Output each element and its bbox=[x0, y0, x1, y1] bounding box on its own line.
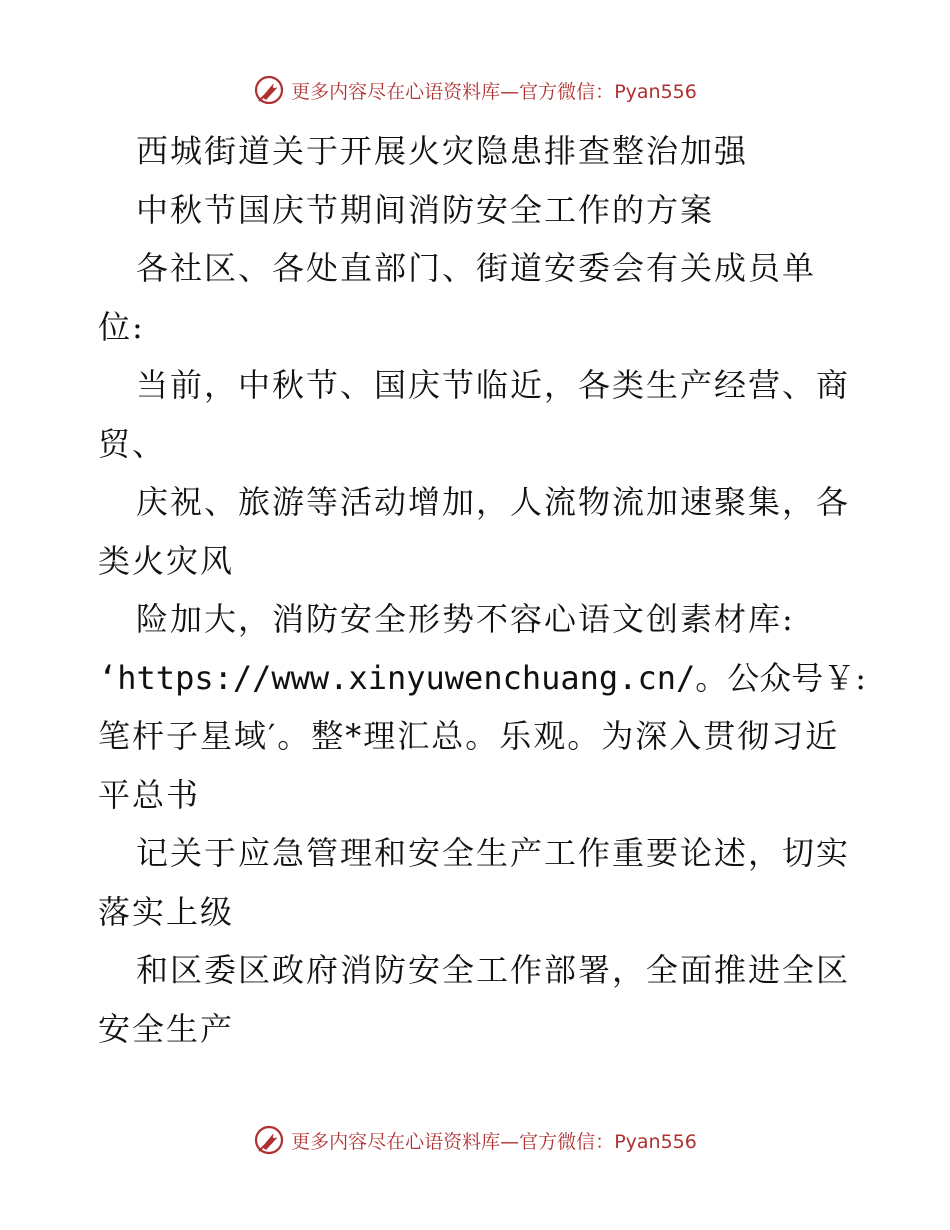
banner-official-label: 官方微信： bbox=[519, 1130, 615, 1153]
url-suffix: 。公众号￥: bbox=[695, 658, 867, 697]
banner-slogan: 更多内容尽在心语资料库 bbox=[291, 80, 501, 103]
paragraph-line: 和区委区政府消防安全工作部署，全面推进全区 bbox=[136, 951, 851, 989]
banner-slogan: 更多内容尽在心语资料库 bbox=[291, 1130, 501, 1153]
url-line bbox=[98, 649, 867, 708]
pen-nib-logo-icon bbox=[253, 74, 285, 106]
title-line-2: 中秋节国庆节期间消防安全工作的方案 bbox=[136, 190, 715, 229]
paragraph-line: 落实上级 bbox=[98, 892, 235, 931]
salutation-line-cont: 位: bbox=[98, 307, 145, 346]
footer-banner bbox=[0, 1120, 950, 1160]
banner-official-label: 官方微信： bbox=[519, 80, 615, 103]
salutation-line: 各社区、各处直部门、街道安委会有关成员单 bbox=[136, 249, 817, 287]
banner-dash: — bbox=[500, 80, 520, 103]
paragraph-line: 平总书 bbox=[98, 775, 201, 814]
url-text: ‘https://www.xinyuwenchuang.cn/ bbox=[98, 658, 696, 697]
banner-text bbox=[291, 1127, 697, 1154]
banner-text bbox=[291, 77, 697, 104]
pen-nib-logo-icon bbox=[253, 1124, 285, 1156]
banner-dash: — bbox=[500, 1130, 520, 1153]
banner-wechat-id: Pyan556 bbox=[614, 80, 697, 103]
paragraph-line: 记关于应急管理和安全生产工作重要论述，切实 bbox=[136, 834, 851, 872]
paragraph-line: 安全生产 bbox=[98, 1009, 235, 1048]
paragraph-line: 当前，中秋节、国庆节临近，各类生产经营、商 bbox=[136, 366, 851, 404]
paragraph-line: 庆祝、旅游等活动增加，人流物流加速聚集，各 bbox=[136, 483, 851, 521]
paragraph-line: 险加大，消防安全形势不容心语文创素材库: bbox=[136, 600, 795, 638]
header-banner bbox=[0, 70, 950, 110]
paragraph-line: 笔杆子星域′。整*理汇总。乐观。为深入贯彻习近 bbox=[98, 717, 840, 755]
paragraph-line: 类火灾风 bbox=[98, 541, 235, 580]
document-body bbox=[98, 122, 867, 1058]
paragraph-line: 贸、 bbox=[98, 424, 167, 463]
title-line-1: 西城街道关于开展火灾隐患排查整治加强 bbox=[136, 132, 749, 170]
banner-wechat-id: Pyan556 bbox=[614, 1130, 697, 1153]
